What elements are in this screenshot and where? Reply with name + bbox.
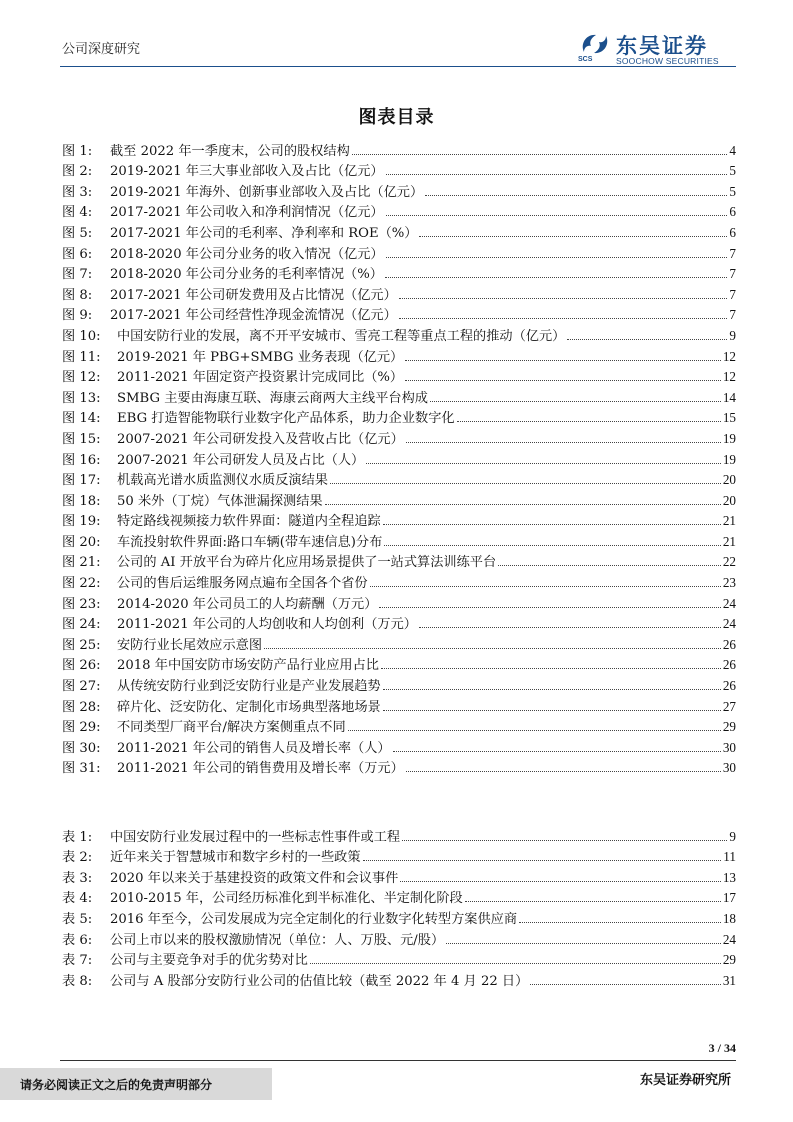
figure-entry-title: 2019-2021 年海外、创新事业部收入及占比（亿元）	[110, 181, 425, 200]
dot-leader	[400, 881, 720, 882]
figure-entry-label: 图 29:	[62, 720, 101, 736]
dot-leader	[383, 524, 721, 525]
figure-entry-label: 图 12:	[62, 370, 101, 386]
dot-leader	[383, 710, 721, 711]
figure-entry-page: 15	[722, 410, 736, 426]
figure-entry-label: 图 13:	[62, 390, 101, 406]
dot-leader	[399, 318, 728, 319]
figure-entry-label: 图 22:	[62, 576, 101, 592]
dot-leader	[399, 298, 728, 299]
figure-entry[interactable]	[62, 200, 736, 221]
dot-leader	[370, 586, 721, 587]
figure-entry-label: 图 18:	[62, 493, 101, 509]
figure-entry-page: 24	[722, 616, 736, 632]
table-entry[interactable]	[62, 886, 736, 907]
table-entry[interactable]	[62, 824, 736, 845]
figure-entry-title: 截至 2022 年一季度末，公司的股权结构	[110, 140, 352, 159]
figure-entry-page: 24	[722, 595, 736, 611]
figure-entry-page: 23	[722, 575, 736, 591]
figure-entry-title: 不同类型厂商平台/解决方案侧重点不同	[117, 716, 348, 735]
table-entry-title: 2010-2015 年，公司经历标准化到半标准化、半定制化阶段	[110, 887, 465, 906]
figure-entry-title: 2014-2020 年公司员工的人均薪酬（万元）	[117, 593, 379, 612]
figure-entry-page: 5	[729, 163, 736, 179]
figure-entry-page: 12	[722, 369, 736, 385]
figure-entry-page: 5	[729, 183, 736, 199]
figure-entry[interactable]	[62, 138, 736, 159]
figure-entry-title: 2017-2021 年公司研发费用及占比情况（亿元）	[110, 284, 399, 303]
dot-leader	[567, 339, 727, 340]
logo-abbr: SCS	[578, 56, 593, 63]
figure-entry-title: 中国安防行业的发展，离不开平安城市、雪亮工程等重点工程的推动（亿元）	[117, 325, 567, 344]
figure-entry-page: 7	[729, 245, 736, 261]
figure-entry[interactable]	[62, 344, 736, 365]
page-title: 图表目录	[358, 107, 435, 128]
table-entry-title: 公司与 A 股部分安防行业公司的估值比较（截至 2022 年 4 月 22 日）	[110, 970, 530, 989]
figure-entry-page: 26	[722, 678, 736, 694]
figure-entry-label: 图 31:	[62, 761, 101, 777]
dot-leader	[446, 943, 721, 944]
dot-leader	[465, 901, 721, 902]
figure-entry-title: 安防行业长尾效应示意图	[117, 634, 264, 653]
dot-leader	[406, 771, 721, 772]
figure-entry[interactable]	[62, 406, 736, 427]
figure-entry-label: 图 28:	[62, 699, 101, 715]
figure-entry-title: 2007-2021 年公司研发人员及占比（人）	[117, 449, 366, 468]
table-entry-label: 表 7:	[62, 953, 93, 969]
figure-entry[interactable]	[62, 303, 736, 324]
figure-entry-page: 27	[722, 698, 736, 714]
figure-entry[interactable]	[62, 673, 736, 694]
figure-entry[interactable]	[62, 220, 736, 241]
figure-entry-label: 图 16:	[62, 452, 101, 468]
dot-leader	[530, 984, 721, 985]
dot-leader	[386, 215, 728, 216]
figure-entry-page: 7	[729, 266, 736, 282]
figure-entry-label: 图 25:	[62, 637, 101, 653]
figure-entry-label: 图 26:	[62, 658, 101, 674]
dot-leader	[381, 668, 721, 669]
figure-entry[interactable]	[62, 447, 736, 468]
table-entry-label: 表 3:	[62, 870, 93, 886]
dot-leader	[348, 730, 721, 731]
figure-entry-label: 图 20:	[62, 534, 101, 550]
figure-entry-label: 图 19:	[62, 514, 101, 530]
figure-entry-label: 图 1:	[62, 143, 93, 159]
figure-entry[interactable]	[62, 159, 736, 180]
dot-leader	[419, 627, 721, 628]
figure-entry[interactable]	[62, 756, 736, 777]
table-entry-label: 表 4:	[62, 891, 93, 907]
dot-leader	[383, 689, 721, 690]
page-number: 3 / 34	[708, 1041, 736, 1055]
figure-entry-title: 碎片化、泛安防化、定制化市场典型落地场景	[117, 696, 383, 715]
disclaimer-box	[0, 1068, 272, 1100]
figure-entry-title: 2011-2021 年公司的人均创收和人均创利（万元）	[117, 613, 419, 632]
figure-entry-title: 2011-2021 年公司的销售人员及增长率（人）	[117, 737, 393, 756]
figure-entry-page: 26	[722, 657, 736, 673]
figure-entry-label: 图 21:	[62, 555, 101, 571]
figure-entry-label: 图 7:	[62, 267, 93, 283]
dot-leader	[310, 963, 721, 964]
figure-entry-page: 19	[722, 430, 736, 446]
company-logo	[578, 30, 738, 66]
figure-entry-label: 图 9:	[62, 308, 93, 324]
figure-entry-label: 图 17:	[62, 473, 101, 489]
logo-en-text: SOOCHOW SECURITIES	[616, 56, 719, 66]
table-entry-page: 24	[722, 931, 736, 947]
figure-entry[interactable]	[62, 653, 736, 674]
figure-entry-page: 4	[729, 142, 736, 158]
dot-leader	[264, 648, 721, 649]
figure-entry-title: 2007-2021 年公司研发投入及营收占比（亿元）	[117, 428, 406, 447]
figure-entry-title: 2011-2021 年固定资产投资累计完成同比（%）	[117, 366, 405, 385]
dot-leader	[330, 483, 721, 484]
figure-entry-title: 2018 年中国安防市场安防产品行业应用占比	[117, 654, 381, 673]
figure-entry-label: 图 3:	[62, 184, 93, 200]
figure-entry-label: 图 24:	[62, 617, 101, 633]
dot-leader	[366, 463, 721, 464]
figure-entry[interactable]	[62, 365, 736, 386]
figure-entry-label: 图 8:	[62, 287, 93, 303]
figure-entry-title: EBG 打造智能物联行业数字化产品体系，助力企业数字化	[117, 407, 457, 426]
figure-entry[interactable]	[62, 570, 736, 591]
table-entry-title: 近年来关于智慧城市和数字乡村的一些政策	[110, 846, 363, 865]
dot-leader	[406, 442, 721, 443]
header-divider	[60, 66, 736, 67]
figure-entry-label: 图 23:	[62, 596, 101, 612]
figure-entry[interactable]	[62, 282, 736, 303]
figure-entry-label: 图 10:	[62, 328, 101, 344]
figure-entry[interactable]	[62, 262, 736, 283]
dot-leader	[405, 360, 721, 361]
dot-leader	[457, 421, 721, 422]
figure-entry[interactable]	[62, 612, 736, 633]
figure-entry-page: 14	[722, 389, 736, 405]
figure-entry-page: 19	[722, 451, 736, 467]
dot-leader	[325, 504, 721, 505]
footer-divider	[60, 1060, 736, 1061]
figure-entry-title: 50 米外（丁烷）气体泄漏探测结果	[117, 490, 325, 509]
figure-entry-page: 22	[722, 554, 736, 570]
figure-entry-title: 2011-2021 年公司的销售费用及增长率（万元）	[117, 757, 406, 776]
dot-leader	[393, 751, 721, 752]
table-entry-page: 9	[729, 828, 736, 844]
table-entry-label: 表 8:	[62, 973, 93, 989]
section-label: 公司深度研究	[62, 42, 141, 57]
table-entry-title: 中国安防行业发展过程中的一些标志性事件或工程	[110, 826, 402, 845]
figure-entry-page: 30	[722, 739, 736, 755]
figure-entry-title: 2018-2020 年公司分业务的毛利率情况（%）	[110, 263, 385, 282]
figure-entry-title: 机载高光谱水质监测仪水质反演结果	[117, 469, 330, 488]
figure-entry[interactable]	[62, 509, 736, 530]
dot-leader	[386, 174, 728, 175]
figure-entry-title: 从传统安防行业到泛安防行业是产业发展趋势	[117, 675, 383, 694]
dot-leader	[498, 565, 721, 566]
figure-entry-title: 2019-2021 年 PBG+SMBG 业务表现（亿元）	[117, 346, 405, 365]
figure-entry-page: 29	[722, 719, 736, 735]
figure-entry-title: 2017-2021 年公司的毛利率、净利率和 ROE（%）	[110, 222, 419, 241]
figure-entry-label: 图 6:	[62, 246, 93, 262]
figure-entry-page: 26	[722, 636, 736, 652]
figure-entry-page: 7	[729, 307, 736, 323]
figure-entry-page: 21	[722, 513, 736, 529]
figure-entry-title: 2018-2020 年公司分业务的收入情况（亿元）	[110, 243, 386, 262]
figure-entry-label: 图 2:	[62, 164, 93, 180]
figure-entry-label: 图 5:	[62, 225, 93, 241]
dot-leader	[425, 195, 727, 196]
figure-entry-title: 车流投射软件界面:路口车辆(带车速信息)分布	[117, 531, 384, 550]
dot-leader	[402, 840, 727, 841]
figure-entry-page: 20	[722, 472, 736, 488]
figure-entry-label: 图 15:	[62, 431, 101, 447]
figure-entry-page: 6	[729, 204, 736, 220]
figure-entry-label: 图 4:	[62, 205, 93, 221]
figure-entry[interactable]	[62, 735, 736, 756]
table-entry-page: 17	[722, 890, 736, 906]
dot-leader	[379, 607, 720, 608]
figure-entry-title: 2017-2021 年公司经营性净现金流情况（亿元）	[110, 304, 399, 323]
table-entry-title: 公司上市以来的股权激励情况（单位：人、万股、元/股）	[110, 929, 446, 948]
figure-entry-page: 9	[729, 327, 736, 343]
figure-entry-label: 图 14:	[62, 411, 101, 427]
dot-leader	[419, 236, 727, 237]
figure-entry[interactable]	[62, 591, 736, 612]
figure-entry[interactable]	[62, 529, 736, 550]
figure-entry-page: 6	[729, 224, 736, 240]
table-entry-title: 公司与主要竞争对手的优劣势对比	[110, 949, 310, 968]
table-entry[interactable]	[62, 906, 736, 927]
figure-list	[62, 138, 736, 776]
figure-entry[interactable]	[62, 694, 736, 715]
dot-leader	[363, 860, 722, 861]
figure-entry[interactable]	[62, 385, 736, 406]
figure-entry[interactable]	[62, 488, 736, 509]
dot-leader	[384, 545, 721, 546]
figure-entry-page: 7	[729, 286, 736, 302]
dot-leader	[405, 380, 721, 381]
figure-entry-page: 21	[722, 533, 736, 549]
figure-entry-title: 公司的售后运维服务网点遍布全国各个省份	[117, 572, 370, 591]
figure-entry[interactable]	[62, 715, 736, 736]
table-entry-label: 表 1:	[62, 829, 93, 845]
table-entry[interactable]	[62, 845, 736, 866]
figure-entry-title: 2017-2021 年公司收入和净利润情况（亿元）	[110, 201, 386, 220]
table-entry-page: 11	[723, 849, 736, 865]
figure-entry-label: 图 11:	[62, 349, 101, 365]
table-entry-label: 表 5:	[62, 911, 93, 927]
table-entry[interactable]	[62, 927, 736, 948]
dot-leader	[430, 401, 721, 402]
figure-entry[interactable]	[62, 323, 736, 344]
dot-leader	[385, 277, 727, 278]
figure-entry[interactable]	[62, 241, 736, 262]
table-entry-title: 2016 年至今，公司发展成为完全定制化的行业数字化转型方案供应商	[110, 908, 519, 927]
figure-entry-label: 图 27:	[62, 679, 101, 695]
table-entry[interactable]	[62, 948, 736, 969]
table-entry-page: 18	[722, 910, 736, 926]
disclaimer-text: 请务必阅读正文之后的免责声明部分	[20, 1078, 213, 1092]
dot-leader	[352, 154, 728, 155]
table-entry-page: 29	[722, 952, 736, 968]
dot-leader	[386, 257, 728, 258]
dot-leader	[519, 922, 721, 923]
figure-entry[interactable]	[62, 632, 736, 653]
figure-entry-title: SMBG 主要由海康互联、海康云商两大主线平台构成	[117, 387, 430, 406]
table-entry-page: 31	[722, 972, 736, 988]
logo-cn-text: 东吴证券	[616, 34, 708, 58]
table-entry-title: 2020 年以来关于基建投资的政策文件和会议事件	[110, 867, 400, 886]
figure-entry-page: 20	[722, 492, 736, 508]
figure-entry-page: 30	[722, 760, 736, 776]
figure-entry-title: 2019-2021 年三大事业部收入及占比（亿元）	[110, 160, 386, 179]
table-entry-label: 表 6:	[62, 932, 93, 948]
table-entry-page: 13	[722, 869, 736, 885]
table-entry[interactable]	[62, 968, 736, 989]
figure-entry-page: 12	[722, 348, 736, 364]
figure-entry[interactable]	[62, 550, 736, 571]
figure-entry-title: 特定路线视频接力软件界面：隧道内全程追踪	[117, 510, 383, 529]
figure-entry[interactable]	[62, 426, 736, 447]
table-list	[62, 824, 736, 989]
table-entry-label: 表 2:	[62, 850, 93, 866]
institute-name: 东吴证券研究所	[639, 1073, 731, 1088]
table-entry[interactable]	[62, 865, 736, 886]
figure-entry[interactable]	[62, 179, 736, 200]
figure-entry-title: 公司的 AI 开放平台为碎片化应用场景提供了一站式算法训练平台	[117, 551, 498, 570]
figure-entry[interactable]	[62, 468, 736, 489]
figure-entry-label: 图 30:	[62, 740, 101, 756]
